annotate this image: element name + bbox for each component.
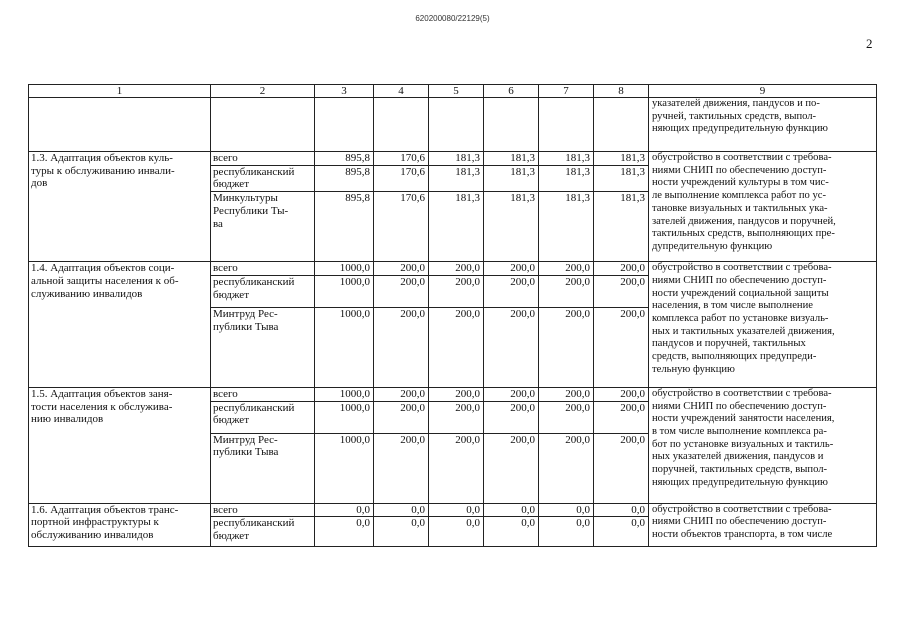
- section-title: 1.4. Адаптация объектов соци- альной защиты населения к об- служиванию инвалидов: [29, 262, 211, 388]
- amount-cell: 170,6: [374, 152, 429, 166]
- empty-cell: [315, 98, 374, 152]
- amount-cell: 895,8: [315, 192, 374, 262]
- amount-cell: 200,0: [429, 401, 484, 433]
- amount-cell: 200,0: [429, 387, 484, 401]
- section-description: обустройство в соответствии с требова- ниями СНИП по обеспечению доступ- ности объектов транспорта, в том числе: [649, 503, 877, 547]
- amount-cell: 0,0: [484, 503, 539, 517]
- empty-cell: [594, 98, 649, 152]
- col-header-7: 7: [539, 85, 594, 98]
- page-number: 2: [866, 36, 873, 51]
- col-header-3: 3: [315, 85, 374, 98]
- amount-cell: 181,3: [594, 152, 649, 166]
- funding-source: всего: [211, 503, 315, 517]
- col-header-1: 1: [29, 85, 211, 98]
- amount-cell: 181,3: [594, 165, 649, 191]
- funding-source: республиканский бюджет: [211, 517, 315, 547]
- funding-source: всего: [211, 262, 315, 276]
- funding-source: Минтруд Рес- публики Тыва: [211, 433, 315, 503]
- amount-cell: 200,0: [594, 307, 649, 387]
- document-id: 620200080/22129(5): [415, 14, 490, 23]
- amount-cell: 181,3: [594, 192, 649, 262]
- amount-cell: 895,8: [315, 152, 374, 166]
- amount-cell: 200,0: [594, 387, 649, 401]
- col-header-8: 8: [594, 85, 649, 98]
- table-row: [29, 503, 877, 517]
- col-header-4: 4: [374, 85, 429, 98]
- amount-cell: 0,0: [374, 517, 429, 547]
- amount-cell: 200,0: [484, 387, 539, 401]
- funding-source: республиканский бюджет: [211, 165, 315, 191]
- amount-cell: 895,8: [315, 165, 374, 191]
- amount-cell: 0,0: [539, 503, 594, 517]
- section-description: обустройство в соответствии с требова- ниями СНИП по обеспечению доступ- ности учреждений социальной защиты населения, в том числе выполнение комплекса работ по установке визуаль- ных и тактильных указателей движения, пандусов и поручней, тактильных средств, выполняющих предупреди- тельную функцию: [649, 262, 877, 388]
- amount-cell: 1000,0: [315, 387, 374, 401]
- section-description: обустройство в соответствии с требова- ниями СНИП по обеспечению доступ- ности учреждений занятости населения, в том числе выполнение комплекса ра- бот по установке визуальных и тактиль- ных указателей движения, пандусов и поручней, тактильных средств, выпол- няющих предупредительную функцию: [649, 387, 877, 503]
- funding-source: республиканский бюджет: [211, 275, 315, 307]
- amount-cell: 181,3: [539, 192, 594, 262]
- funding-source: всего: [211, 387, 315, 401]
- funding-source: республиканский бюджет: [211, 401, 315, 433]
- amount-cell: 200,0: [484, 275, 539, 307]
- amount-cell: 1000,0: [315, 433, 374, 503]
- amount-cell: 200,0: [429, 433, 484, 503]
- amount-cell: 1000,0: [315, 275, 374, 307]
- amount-cell: 200,0: [484, 433, 539, 503]
- empty-cell: [539, 98, 594, 152]
- empty-cell: [484, 98, 539, 152]
- amount-cell: 1000,0: [315, 307, 374, 387]
- continuation-description: указателей движения, пандусов и по- ручней, тактильных средств, выпол- няющих предупредительную функцию: [649, 98, 877, 152]
- amount-cell: 200,0: [539, 307, 594, 387]
- funding-source: Минтруд Рес- публики Тыва: [211, 307, 315, 387]
- amount-cell: 181,3: [484, 165, 539, 191]
- amount-cell: 200,0: [374, 387, 429, 401]
- amount-cell: 181,3: [429, 152, 484, 166]
- continuation-row: [29, 98, 877, 152]
- amount-cell: 200,0: [594, 275, 649, 307]
- amount-cell: 0,0: [539, 517, 594, 547]
- amount-cell: 200,0: [539, 433, 594, 503]
- amount-cell: 200,0: [429, 262, 484, 276]
- amount-cell: 200,0: [374, 275, 429, 307]
- amount-cell: 200,0: [539, 275, 594, 307]
- amount-cell: 0,0: [429, 503, 484, 517]
- amount-cell: 200,0: [539, 401, 594, 433]
- empty-cell: [374, 98, 429, 152]
- col-header-5: 5: [429, 85, 484, 98]
- funding-source: Минкультуры Республики Ты- ва: [211, 192, 315, 262]
- amount-cell: 200,0: [374, 433, 429, 503]
- amount-cell: 200,0: [539, 387, 594, 401]
- section-title: 1.6. Адаптация объектов транс- портной инфраструктуры к обслуживанию инвалидов: [29, 503, 211, 547]
- amount-cell: 200,0: [374, 401, 429, 433]
- header-row: [29, 85, 877, 98]
- amount-cell: 200,0: [429, 275, 484, 307]
- amount-cell: 200,0: [484, 262, 539, 276]
- amount-cell: 181,3: [484, 192, 539, 262]
- amount-cell: 181,3: [539, 165, 594, 191]
- amount-cell: 0,0: [315, 503, 374, 517]
- amount-cell: 200,0: [484, 307, 539, 387]
- funding-source: всего: [211, 152, 315, 166]
- amount-cell: 1000,0: [315, 401, 374, 433]
- program-table: [28, 84, 877, 547]
- col-header-6: 6: [484, 85, 539, 98]
- amount-cell: 1000,0: [315, 262, 374, 276]
- empty-cell: [429, 98, 484, 152]
- amount-cell: 170,6: [374, 165, 429, 191]
- section-description: обустройство в соответствии с требова- ниями СНИП по обеспечению доступ- ности учреждений культуры в том чис- ле выполнение комплекса работ по ус- тановке визуальных и тактильных ука- зателей движения, пандусов и поручней, тактильных средств, выполняющих пре- дупредительную функцию: [649, 152, 877, 262]
- amount-cell: 200,0: [539, 262, 594, 276]
- amount-cell: 200,0: [429, 307, 484, 387]
- amount-cell: 0,0: [374, 503, 429, 517]
- col-header-2: 2: [211, 85, 315, 98]
- table-row: [29, 387, 877, 401]
- amount-cell: 0,0: [315, 517, 374, 547]
- empty-cell: [29, 98, 211, 152]
- amount-cell: 0,0: [484, 517, 539, 547]
- amount-cell: 181,3: [484, 152, 539, 166]
- amount-cell: 0,0: [594, 503, 649, 517]
- amount-cell: 181,3: [429, 165, 484, 191]
- amount-cell: 0,0: [429, 517, 484, 547]
- empty-cell: [211, 98, 315, 152]
- amount-cell: 200,0: [594, 433, 649, 503]
- amount-cell: 181,3: [429, 192, 484, 262]
- amount-cell: 200,0: [594, 401, 649, 433]
- table-row: [29, 262, 877, 276]
- section-title: 1.5. Адаптация объектов заня- тости населения к обслужива- нию инвалидов: [29, 387, 211, 503]
- table-row: [29, 152, 877, 166]
- amount-cell: 170,6: [374, 192, 429, 262]
- amount-cell: 181,3: [539, 152, 594, 166]
- amount-cell: 200,0: [484, 401, 539, 433]
- amount-cell: 200,0: [374, 307, 429, 387]
- col-header-9: 9: [649, 85, 877, 98]
- section-title: 1.3. Адаптация объектов куль- туры к обслуживанию инвали- дов: [29, 152, 211, 262]
- amount-cell: 200,0: [374, 262, 429, 276]
- amount-cell: 0,0: [594, 517, 649, 547]
- amount-cell: 200,0: [594, 262, 649, 276]
